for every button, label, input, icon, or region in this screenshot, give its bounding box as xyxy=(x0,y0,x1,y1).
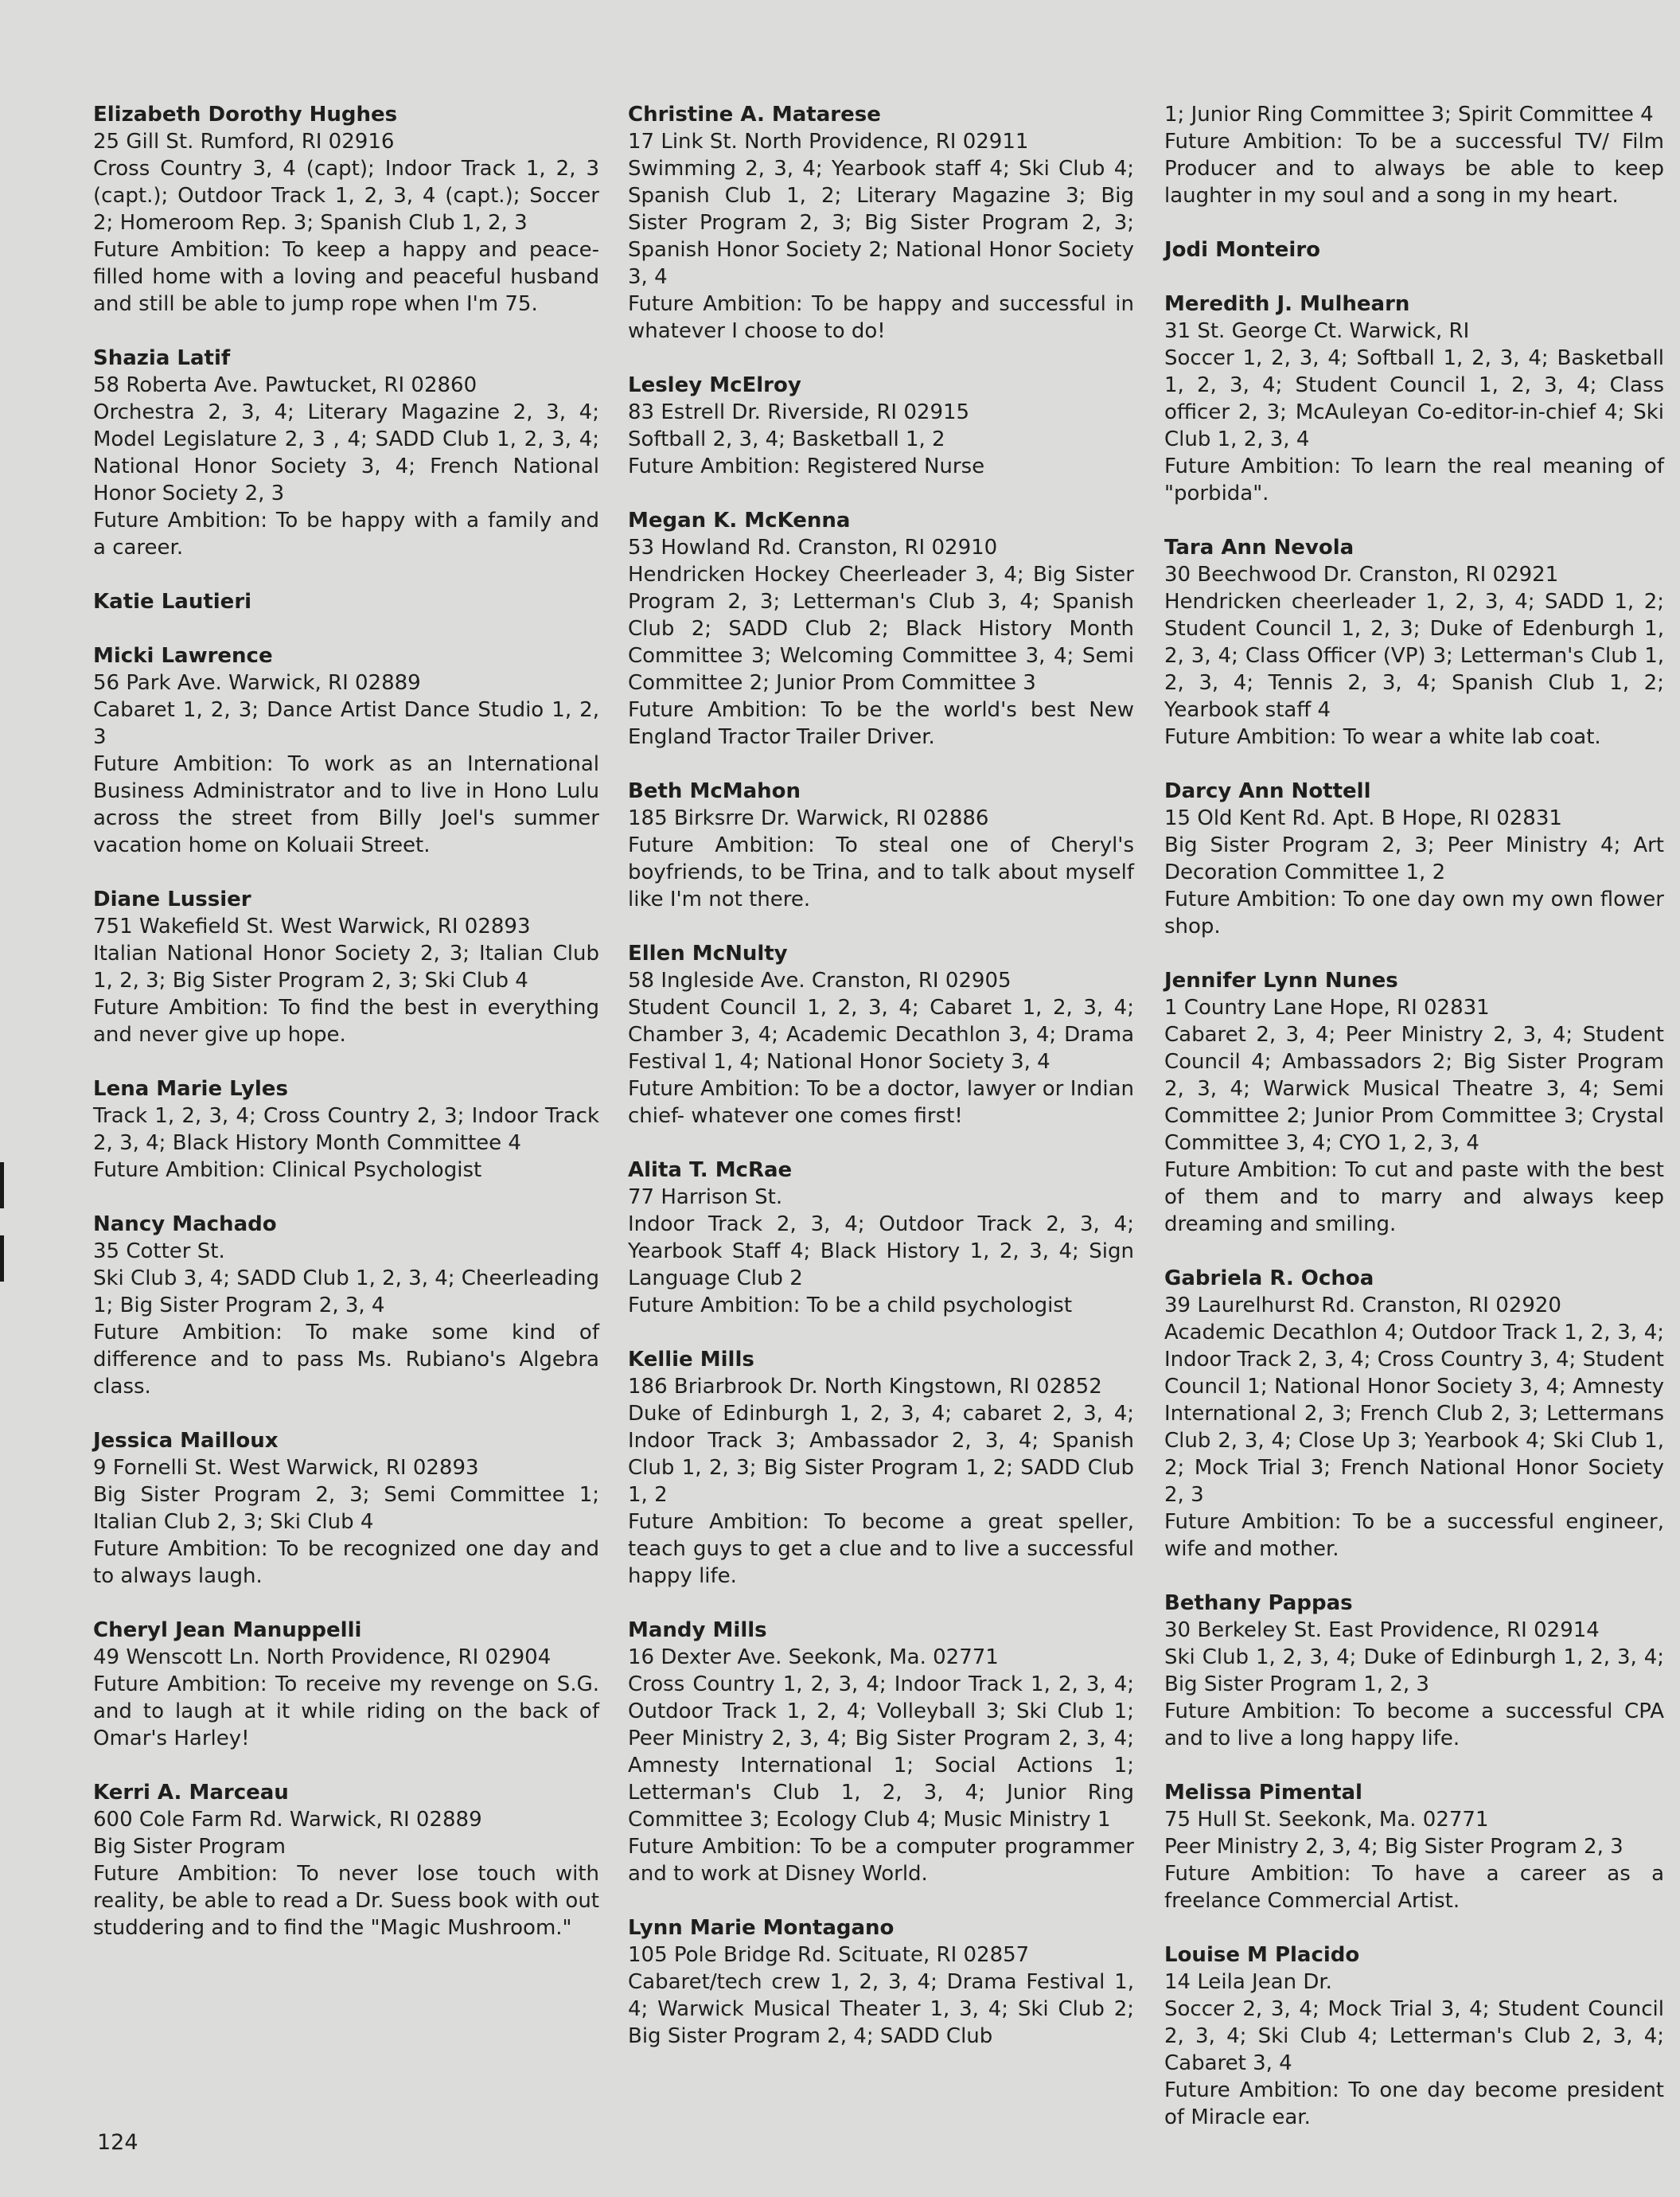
entry-line: Cross Country 3, 4 (capt); Indoor Track 1, 2, 3 (capt.); Outdoor Track 1, 2, 3, 4 (capt.); Soccer 2; Homeroom Rep. 3; Spanish Club 1, 2, 3 xyxy=(93,157,599,235)
entry-line: Future Ambition: To one day own my own flower shop. xyxy=(1164,888,1664,939)
entry-line: 77 Harrison St. xyxy=(628,1185,783,1209)
entry-line: 9 Fornelli St. West Warwick, RI 02893 xyxy=(93,1456,479,1480)
student-name: Lynn Marie Montagano xyxy=(628,1916,895,1940)
student-name: Jennifer Lynn Nunes xyxy=(1164,969,1398,993)
entry-line: Cabaret 2, 3, 4; Peer Ministry 2, 3, 4; Student Council 4; Ambassadors 2; Big Sister Program 2, 3, 4; Warwick Musical Theatre 3, 4; Semi Committee 2; Junior Prom Committee 3; Crystal Committee 3, 4; CYO 1, 2, 3, 4 xyxy=(1164,1023,1664,1155)
entry-line: 58 Roberta Ave. Pawtucket, RI 02860 xyxy=(93,373,477,397)
entry-line: Future Ambition: To be a computer programmer and to work at Disney World. xyxy=(628,1835,1134,1886)
student-name: Meredith J. Mulhearn xyxy=(1164,292,1410,316)
entry-line: 30 Berkeley St. East Providence, RI 02914 xyxy=(1164,1618,1600,1642)
entry-line: Future Ambition: To have a career as a freelance Commercial Artist. xyxy=(1164,1862,1664,1913)
entry-line: 600 Cole Farm Rd. Warwick, RI 02889 xyxy=(93,1808,482,1832)
senior-entry xyxy=(628,101,1134,345)
entry-line: 25 Gill St. Rumford, RI 02916 xyxy=(93,130,395,154)
entry-line: Big Sister Program 2, 3; Semi Committee 1; Italian Club 2, 3; Ski Club 4 xyxy=(93,1483,599,1534)
entry-line: Track 1, 2, 3, 4; Cross Country 2, 3; Indoor Track 2, 3, 4; Black History Month Committee 4 xyxy=(93,1104,599,1155)
entry-line: Future Ambition: To work as an International Business Administrator and to live in Hono Lulu across the street from Billy Joel's summer vacation home on Koluaii Street. xyxy=(93,752,599,857)
entry-line: Soccer 2, 3, 4; Mock Trial 3, 4; Student Council 2, 3, 4; Ski Club 4; Letterman's Club 2, 3, 4; Cabaret 3, 4 xyxy=(1164,1997,1664,2075)
senior-entry xyxy=(93,588,599,615)
entry-line: Future Ambition: To be a child psychologist xyxy=(628,1294,1073,1317)
senior-entry xyxy=(1164,534,1664,751)
column-1 xyxy=(93,101,599,1969)
entry-line: 30 Beechwood Dr. Cranston, RI 02921 xyxy=(1164,563,1559,587)
entry-line: Future Ambition: To steal one of Cheryl's boyfriends, to be Trina, and to talk about myself like I'm not there. xyxy=(628,833,1134,911)
entry-line: 16 Dexter Ave. Seekonk, Ma. 02771 xyxy=(628,1645,999,1669)
student-name: Louise M Placido xyxy=(1164,1943,1360,1967)
entry-line: Cross Country 1, 2, 3, 4; Indoor Track 1, 2, 3, 4; Outdoor Track 1, 2, 4; Volleyball 3; Ski Club 1; Peer Ministry 2, 3, 4; Big Sister Program 2, 3, 4; Amnesty International 1; Social Actions 1; Letterman's Club 1, 2, 3, 4; Junior Ring Committee 3; Ecology Club 4; Music Ministry 1 xyxy=(628,1672,1134,1832)
entry-line: Future Ambition: To wear a white lab coat. xyxy=(1164,725,1601,749)
entry-line: 17 Link St. North Providence, RI 02911 xyxy=(628,130,1029,154)
senior-entry xyxy=(93,1779,599,1941)
entry-details xyxy=(1164,561,1664,751)
student-name: Megan K. McKenna xyxy=(628,509,851,533)
entry-line: Future Ambition: To be happy and successful in whatever I choose to do! xyxy=(628,292,1134,343)
entry-line: Student Council 1, 2, 3, 4; Cabaret 1, 2, 3, 4; Chamber 3, 4; Academic Decathlon 3, 4; Drama Festival 1, 4; National Honor Society 3, 4 xyxy=(628,996,1134,1074)
student-name: Christine A. Matarese xyxy=(628,103,881,127)
entry-details xyxy=(1164,1617,1664,1752)
entry-line: Future Ambition: To be a successful TV/ Film Producer and to always be able to keep laughter in my soul and a song in my heart. xyxy=(1164,130,1664,208)
student-name: Cheryl Jean Manuppelli xyxy=(93,1618,362,1642)
entry-line: Big Sister Program xyxy=(93,1835,286,1859)
entry-details xyxy=(1164,1292,1664,1563)
entry-details xyxy=(1164,318,1664,507)
student-name: Lesley McElroy xyxy=(628,373,801,397)
entry-details xyxy=(93,1102,599,1184)
entry-details xyxy=(628,1184,1134,1319)
entry-line: 14 Leila Jean Dr. xyxy=(1164,1970,1332,1994)
entry-details xyxy=(628,805,1134,913)
entry-line: Hendricken Hockey Cheerleader 3, 4; Big Sister Program 2, 3; Letterman's Club 3, 4; Spanish Club 2; SADD Club 2; Black History Month Committee 3; Welcoming Committee 3, 4; Semi Committee 2; Junior Prom Committee 3 xyxy=(628,563,1134,695)
senior-entry xyxy=(628,1914,1134,2050)
entry-details xyxy=(93,913,599,1048)
entry-details xyxy=(628,399,1134,480)
entry-line: 58 Ingleside Ave. Cranston, RI 02905 xyxy=(628,969,1012,993)
student-name: Diane Lussier xyxy=(93,888,251,911)
entry-line: Future Ambition: To make some kind of difference and to pass Ms. Rubiano's Algebra class. xyxy=(93,1321,599,1399)
entry-details xyxy=(93,372,599,561)
entry-line: 751 Wakefield St. West Warwick, RI 02893 xyxy=(93,915,531,939)
entry-line: Cabaret/tech crew 1, 2, 3, 4; Drama Festival 1, 4; Warwick Musical Theater 1, 3, 4; Ski Club 2; Big Sister Program 2, 4; SADD Club xyxy=(628,1970,1134,2048)
entry-line: 105 Pole Bridge Rd. Scituate, RI 02857 xyxy=(628,1943,1030,1967)
student-name: Darcy Ann Nottell xyxy=(1164,779,1371,803)
binding-mark xyxy=(0,1235,4,1282)
student-name: Elizabeth Dorothy Hughes xyxy=(93,103,398,127)
student-name: Gabriela R. Ochoa xyxy=(1164,1266,1374,1290)
entry-details xyxy=(93,128,599,318)
entry-line: 53 Howland Rd. Cranston, RI 02910 xyxy=(628,536,998,560)
student-name: Jessica Mailloux xyxy=(93,1429,279,1453)
entry-details xyxy=(93,1454,599,1590)
entry-line: Academic Decathlon 4; Outdoor Track 1, 2, 3, 4; Indoor Track 2, 3, 4; Cross Country 3, 4; Student Council 1; National Honor Society 3, 4; Amnesty International 2, 3; French Club 2, 3; Lettermans Club 2, 3, 4; Close Up 3; Yearbook 4; Ski Club 1, 2; Mock Trial 3; French National Honor Society 2, 3 xyxy=(1164,1321,1664,1507)
page-number: 124 xyxy=(97,2130,138,2155)
senior-entry xyxy=(628,1157,1134,1319)
senior-entry xyxy=(1164,1265,1664,1563)
entry-line: Future Ambition: To be a successful engineer, wife and mother. xyxy=(1164,1510,1664,1561)
binding-marks xyxy=(0,1162,5,1282)
entry-details xyxy=(628,967,1134,1130)
entry-details xyxy=(1164,1806,1664,1914)
column-2 xyxy=(628,101,1134,2077)
senior-entry xyxy=(1164,101,1664,209)
entry-details xyxy=(93,1644,599,1752)
senior-entry xyxy=(93,1427,599,1590)
entry-line: Future Ambition: Registered Nurse xyxy=(628,455,985,478)
senior-entry xyxy=(1164,1941,1664,2131)
entry-line: 1 Country Lane Hope, RI 02831 xyxy=(1164,996,1490,1020)
entry-line: Soccer 1, 2, 3, 4; Softball 1, 2, 3, 4; Basketball 1, 2, 3, 4; Student Council 1, 2, 3, 4; Class officer 2, 3; McAuleyan Co-editor-in-chief 4; Ski Club 1, 2, 3, 4 xyxy=(1164,346,1664,451)
entry-line: 1; Junior Ring Committee 3; Spirit Committee 4 xyxy=(1164,103,1654,127)
student-name: Lena Marie Lyles xyxy=(93,1077,288,1101)
senior-entry xyxy=(628,940,1134,1130)
senior-entry xyxy=(1164,291,1664,507)
entry-line: Italian National Honor Society 2, 3; Italian Club 1, 2, 3; Big Sister Program 2, 3; Ski Club 4 xyxy=(93,942,599,993)
entry-details xyxy=(93,669,599,859)
entry-line: Future Ambition: To learn the real meaning of "porbida". xyxy=(1164,455,1664,505)
entry-details xyxy=(93,1806,599,1941)
senior-entry xyxy=(93,886,599,1048)
entry-details xyxy=(93,1238,599,1400)
entry-line: 83 Estrell Dr. Riverside, RI 02915 xyxy=(628,400,970,424)
student-name: Ellen McNulty xyxy=(628,942,788,966)
senior-entry xyxy=(93,345,599,561)
senior-entry xyxy=(628,1346,1134,1590)
senior-entry xyxy=(1164,1779,1664,1914)
entry-details xyxy=(1164,994,1664,1238)
senior-entry xyxy=(628,507,1134,751)
entry-line: Future Ambition: To receive my revenge on S.G. and to laugh at it while riding on the back of Omar's Harley! xyxy=(93,1672,599,1750)
entry-line: Hendricken cheerleader 1, 2, 3, 4; SADD 1, 2; Student Council 1, 2, 3; Duke of Edenburgh 1, 2, 3, 4; Class Officer (VP) 3; Letterman's Club 1, 2, 3, 4; Tennis 2, 3, 4; Spanish Club 1, 2; Yearbook staff 4 xyxy=(1164,590,1664,722)
senior-entry xyxy=(1164,967,1664,1238)
student-name: Mandy Mills xyxy=(628,1618,767,1642)
entry-line: Future Ambition: Clinical Psychologist xyxy=(93,1158,482,1182)
entry-line: Future Ambition: To find the best in everything and never give up hope. xyxy=(93,996,599,1047)
student-name: Alita T. McRae xyxy=(628,1158,793,1182)
student-name: Kerri A. Marceau xyxy=(93,1781,289,1805)
senior-entry xyxy=(628,372,1134,480)
senior-entry xyxy=(93,1617,599,1752)
entry-line: 185 Birksrre Dr. Warwick, RI 02886 xyxy=(628,806,989,830)
student-name: Beth McMahon xyxy=(628,779,801,803)
entry-line: Softball 2, 3, 4; Basketball 1, 2 xyxy=(628,427,945,451)
student-name: Kellie Mills xyxy=(628,1348,754,1372)
entry-line: Peer Ministry 2, 3, 4; Big Sister Program 2, 3 xyxy=(1164,1835,1623,1859)
entry-line: Ski Club 1, 2, 3, 4; Duke of Edinburgh 1, 2, 3, 4; Big Sister Program 1, 2, 3 xyxy=(1164,1645,1664,1696)
student-name: Melissa Pimental xyxy=(1164,1781,1362,1805)
column-3 xyxy=(1164,101,1664,2158)
entry-line: 39 Laurelhurst Rd. Cranston, RI 02920 xyxy=(1164,1294,1561,1317)
entry-line: Future Ambition: To keep a happy and peace-filled home with a loving and peaceful husband and still be able to jump rope when I'm 75. xyxy=(93,238,599,316)
entry-line: 15 Old Kent Rd. Apt. B Hope, RI 02831 xyxy=(1164,806,1562,830)
entry-line: Future Ambition: To become a great speller, teach guys to get a clue and to live a successful happy life. xyxy=(628,1510,1134,1588)
entry-line: Future Ambition: To be a doctor, lawyer or Indian chief- whatever one comes first! xyxy=(628,1077,1134,1128)
entry-details xyxy=(628,1373,1134,1590)
student-name: Nancy Machado xyxy=(93,1212,277,1236)
entry-line: Duke of Edinburgh 1, 2, 3, 4; cabaret 2, 3, 4; Indoor Track 3; Ambassador 2, 3, 4; Spanish Club 1, 2, 3; Big Sister Program 1, 2; SADD Club 1, 2 xyxy=(628,1402,1134,1507)
entry-line: 31 St. George Ct. Warwick, RI xyxy=(1164,319,1470,343)
entry-line: 49 Wenscott Ln. North Providence, RI 02904 xyxy=(93,1645,552,1669)
entry-line: Future Ambition: To one day become president of Miracle ear. xyxy=(1164,2078,1664,2129)
student-name: Jodi Monteiro xyxy=(1164,238,1321,262)
entry-line: Future Ambition: To be recognized one day and to always laugh. xyxy=(93,1537,599,1588)
entry-line: Big Sister Program 2, 3; Peer Ministry 4; Art Decoration Committee 1, 2 xyxy=(1164,833,1664,884)
student-name: Shazia Latif xyxy=(93,346,231,370)
binding-mark xyxy=(0,1162,4,1208)
senior-entry xyxy=(628,1617,1134,1887)
entry-line: Indoor Track 2, 3, 4; Outdoor Track 2, 3, 4; Yearbook Staff 4; Black History 1, 2, 3, 4; Sign Language Club 2 xyxy=(628,1212,1134,1290)
senior-entry xyxy=(1164,1590,1664,1752)
entry-details xyxy=(1164,805,1664,940)
entry-line: Future Ambition: To be happy with a family and a career. xyxy=(93,509,599,560)
entry-line: 186 Briarbrook Dr. North Kingstown, RI 02852 xyxy=(628,1375,1102,1399)
entry-details xyxy=(1164,1969,1664,2131)
entry-details xyxy=(628,1941,1134,2050)
senior-entry xyxy=(93,642,599,859)
entry-line: 75 Hull St. Seekonk, Ma. 02771 xyxy=(1164,1808,1489,1832)
senior-entry xyxy=(93,1211,599,1400)
student-name: Katie Lautieri xyxy=(93,590,252,614)
entry-line: Future Ambition: To cut and paste with the best of them and to marry and always keep dreaming and smiling. xyxy=(1164,1158,1664,1236)
entry-details xyxy=(628,128,1134,345)
entry-line: Future Ambition: To become a successful CPA and to live a long happy life. xyxy=(1164,1699,1664,1750)
entry-line: 56 Park Ave. Warwick, RI 02889 xyxy=(93,671,421,695)
senior-entry xyxy=(1164,236,1664,263)
senior-entry xyxy=(628,778,1134,913)
student-name: Tara Ann Nevola xyxy=(1164,536,1355,560)
entry-line: Swimming 2, 3, 4; Yearbook staff 4; Ski Club 4; Spanish Club 1, 2; Literary Magazine 3; Big Sister Program 2, 3; Big Sister Program 2, 3; Spanish Honor Society 2; National Honor Society 3, 4 xyxy=(628,157,1134,289)
entry-line: Future Ambition: To never lose touch with reality, be able to read a Dr. Suess book with out studdering and to find the "Magic Mushroom." xyxy=(93,1862,599,1940)
entry-line: Orchestra 2, 3, 4; Literary Magazine 2, 3, 4; Model Legislature 2, 3 , 4; SADD Club 1, 2, 3, 4; National Honor Society 3, 4; French National Honor Society 2, 3 xyxy=(93,400,599,505)
entry-line: Future Ambition: To be the world's best New England Tractor Trailer Driver. xyxy=(628,698,1134,749)
entry-details xyxy=(628,534,1134,751)
senior-entry xyxy=(93,1075,599,1184)
senior-entry xyxy=(1164,778,1664,940)
entry-details xyxy=(628,1644,1134,1887)
student-name: Bethany Pappas xyxy=(1164,1591,1353,1615)
entry-line: 35 Cotter St. xyxy=(93,1239,225,1263)
entry-line: Cabaret 1, 2, 3; Dance Artist Dance Studio 1, 2, 3 xyxy=(93,698,599,749)
entry-details xyxy=(1164,101,1664,209)
senior-entry xyxy=(93,101,599,318)
entry-line: Ski Club 3, 4; SADD Club 1, 2, 3, 4; Cheerleading 1; Big Sister Program 2, 3, 4 xyxy=(93,1266,599,1317)
student-name: Micki Lawrence xyxy=(93,644,273,668)
